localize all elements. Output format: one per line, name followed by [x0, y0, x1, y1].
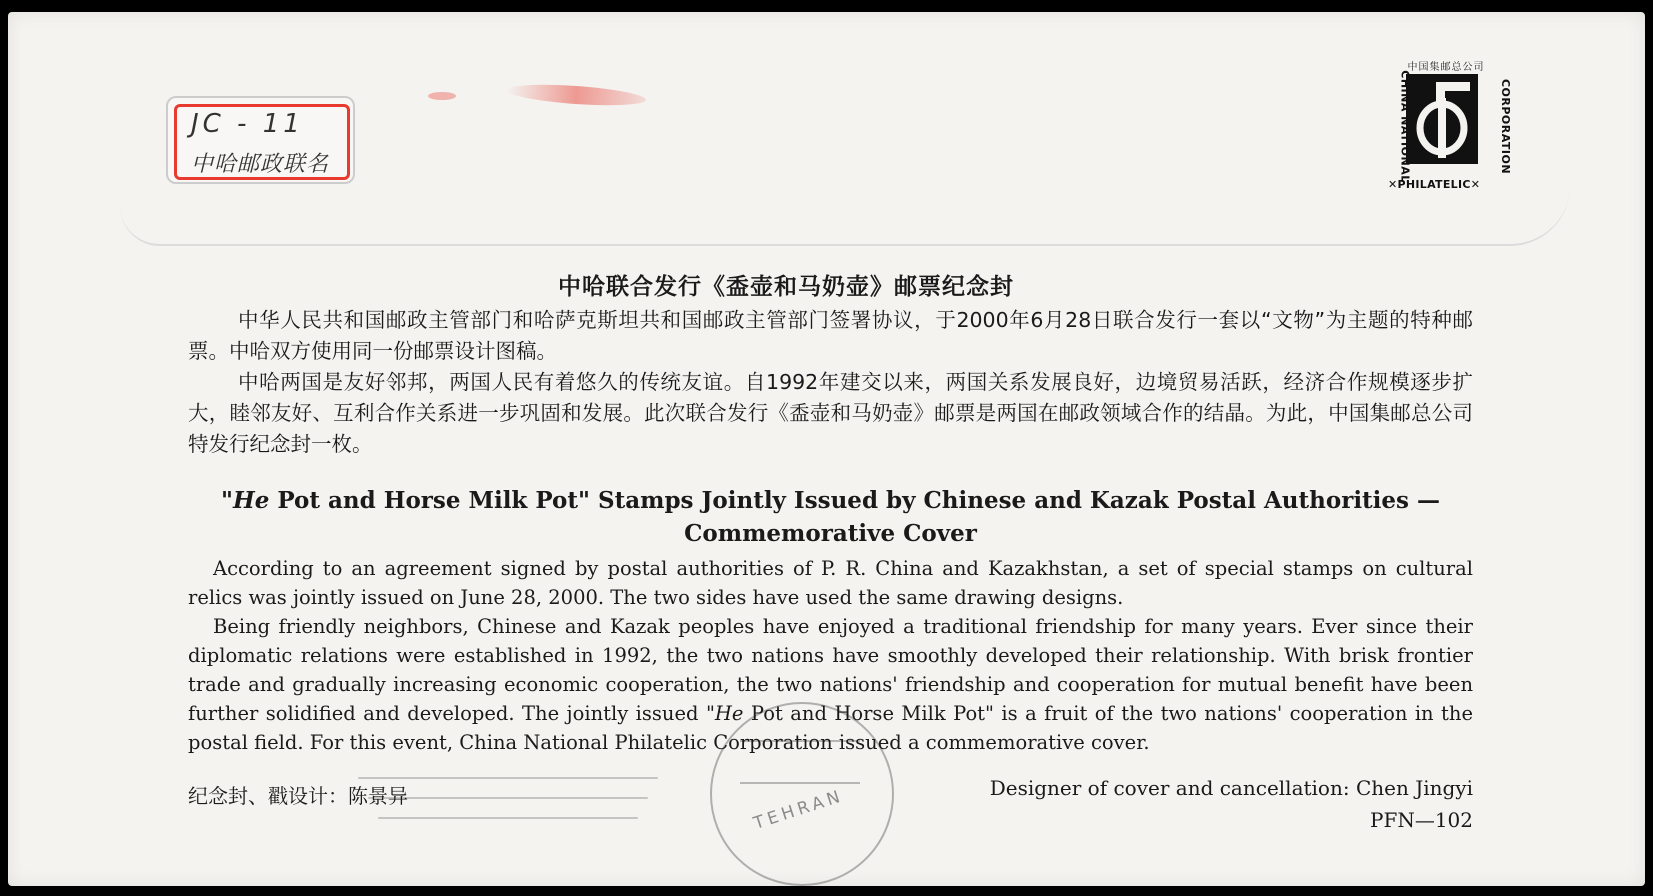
label-line-1: JC - 11: [191, 109, 304, 139]
logo-bottom-text: [1388, 178, 1508, 191]
cross-icon: ✕: [1470, 178, 1481, 191]
cancel-wave-line: [368, 797, 648, 799]
paragraph-2-start: Being friendly neighbors, Chinese and Kazak peoples have enjoyed a traditional friendship for many years. Ever since their diplomatic relations were established in 1992, the two nations have smoothly developed their relationship. With brisk frontier trade and gradually increasing economic cooperation, the two nations' friendship and cooperation for mutual benefit have been further solidified and developed. The jointly issued ": [188, 615, 1473, 725]
chinese-title: 中哈联合发行《盉壶和马奶壶》邮票纪念封: [558, 274, 1014, 300]
chinese-designer-credit: 纪念封、戳设计：陈景异: [188, 784, 408, 808]
english-title: [188, 484, 1473, 550]
philatelic-logo: [1386, 58, 1513, 198]
red-ink-mark: [428, 92, 456, 100]
english-paragraph-1: According to an agreement signed by postal authorities of P. R. China and Kazakhstan, a set of special stamps on cultural relics was jointly issued on June 28, 2000. The two sides have used the same drawing designs.: [188, 557, 1473, 609]
chinese-paragraph-1: 中华人民共和国邮政主管部门和哈萨克斯坦共和国邮政主管部门签署协议，于2000年6月28日联合发行一套以“文物”为主题的特种邮票。中哈双方使用同一份邮票设计图稿。: [188, 308, 1473, 363]
cover-code: PFN—102: [1369, 808, 1473, 832]
title-quote: ": [220, 487, 233, 514]
logo-left-text: CHINA NATIONAL: [1398, 70, 1412, 183]
title-italic-word: He: [232, 487, 270, 514]
logo-right-text: CORPORATION: [1499, 78, 1513, 175]
title-rest: Pot and Horse Milk Pot" Stamps Jointly Issued by Chinese and Kazak Postal Authorities —: [269, 487, 1441, 514]
paragraph-2-italic: He: [714, 702, 744, 725]
cross-icon: ✕: [1388, 178, 1398, 191]
cancel-wave-line: [378, 817, 638, 819]
paragraph-2-end: Pot and Horse Milk Pot" is a fruit of the two nations' cooperation in the postal field. For this event, China National Philatelic Corporation issued a commemorative cover.: [188, 702, 1473, 754]
english-paragraph-2: [188, 612, 1473, 757]
cancel-wave-line: [358, 777, 658, 779]
logo-bottom-label: PHILATELIC: [1397, 178, 1471, 191]
logo-chinese-text: 中国集邮总公司: [1407, 62, 1485, 73]
english-designer-credit: Designer of cover and cancellation: Chen Jingyi: [989, 776, 1473, 800]
red-frame: [174, 104, 350, 180]
logo-emblem: [1406, 74, 1478, 164]
handwritten-label: [166, 96, 355, 184]
envelope-back: [8, 12, 1645, 886]
title-line-2: Commemorative Cover: [684, 520, 977, 547]
chinese-paragraph-2: 中哈两国是友好邻邦，两国人民有着悠久的传统友谊。自1992年建交以来，两国关系发展良好，边境贸易活跃，经济合作规模逐步扩大，睦邻友好、互利合作关系进一步巩固和发展。此次联合发行《盉壶和马奶壶》邮票是两国在邮政领域合作的结晶。为此，中国集邮总公司特发行纪念封一枚。: [188, 370, 1473, 456]
phi-five-icon: [1406, 74, 1478, 164]
label-line-2: 中哈邮政联名: [191, 152, 330, 177]
postmark-city: TEHRAN: [751, 786, 847, 834]
